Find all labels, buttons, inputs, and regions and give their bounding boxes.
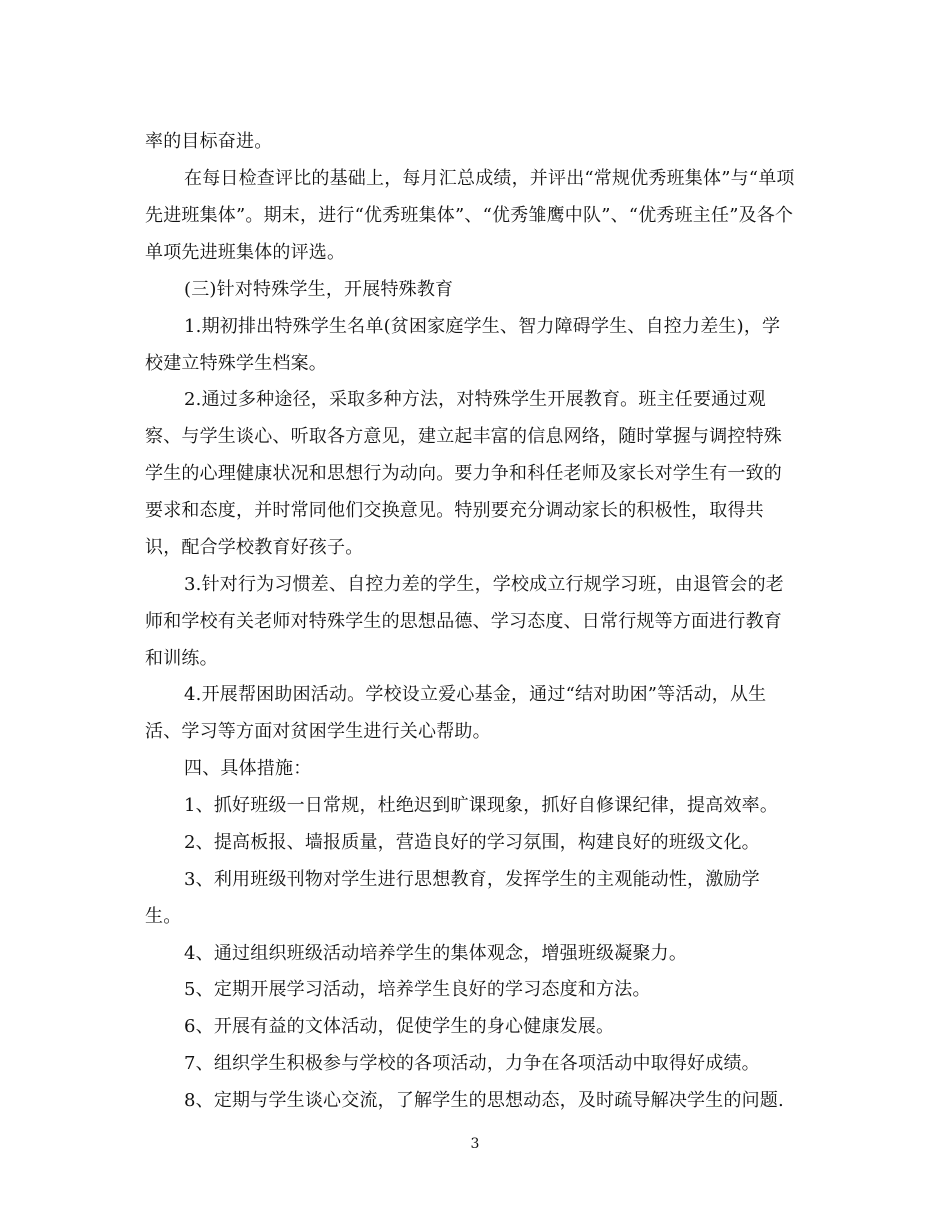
text-line: 率的目标奋进。 [145,131,273,152]
list-item: 4、通过组织班级活动培养学生的集体观念，增强班级凝聚力。 [184,943,688,964]
section-heading: (三)针对特殊学生，开展特殊教育 [184,279,454,300]
text-line: 校建立特殊学生档案。 [145,353,327,374]
text-line: 和训练。 [145,648,218,669]
text-line: 识，配合学校教育好孩子。 [145,537,364,558]
text-line: 1.期初排出特殊学生名单(贫困家庭学生、智力障碍学生、自控力差生)，学 [184,316,781,337]
list-item: 5、定期开展学习活动，培养学生良好的学习态度和方法。 [184,979,651,1000]
text-line: 师和学校有关老师对特殊学生的思想品德、学习态度、日常行规等方面进行教育 [145,611,782,632]
text-line: 先进班集体”。期末，进行“优秀班集体”、“优秀雏鹰中队”、“优秀班主任”及各个 [145,205,794,226]
list-item: 3、利用班级刊物对学生进行思想教育，发挥学生的主观能动性，激励学 [184,869,760,890]
text-line: 察、与学生谈心、听取各方意见，建立起丰富的信息网络，随时掌握与调控特殊 [145,426,782,447]
text-line: 2.通过多种途径，采取多种方法，对特殊学生开展教育。班主任要通过观 [184,389,766,410]
text-line: 在每日检查评比的基础上，每月汇总成绩，并评出“常规优秀班集体”与“单项 [184,168,795,189]
text-line: 活、学习等方面对贫困学生进行关心帮助。 [145,721,491,742]
text-line: 单项先进班集体的评选。 [145,242,346,263]
list-item: 8、定期与学生谈心交流，了解学生的思想动态，及时疏导解决学生的问题. [184,1090,784,1111]
text-line: 学生的心理健康状况和思想行为动向。要力争和科任老师及家长对学生有一致的 [145,463,782,484]
list-item: 7、组织学生积极参与学校的各项活动，力争在各项活动中取得好成绩。 [184,1053,760,1074]
text-line: 要求和态度，并时常同他们交换意见。特别要充分调动家长的积极性，取得共 [145,500,764,521]
list-item: 2、提高板报、墙报质量，营造良好的学习氛围，构建良好的班级文化。 [184,832,760,853]
list-item-continuation: 生。 [145,906,182,927]
list-item: 6、开展有益的文体活动，促使学生的身心健康发展。 [184,1016,615,1037]
page-number: 3 [470,1136,480,1152]
text-line: 3.针对行为习惯差、自控力差的学生，学校成立行规学习班，由退管会的老 [184,574,784,595]
list-item: 1、抓好班级一日常规，杜绝迟到旷课现象，抓好自修课纪律，提高效率。 [184,795,779,816]
text-line: 4.开展帮困助困活动。学校设立爱心基金，通过“结对助困”等活动，从生 [184,684,767,705]
section-heading: 四、具体措施： [184,758,312,779]
